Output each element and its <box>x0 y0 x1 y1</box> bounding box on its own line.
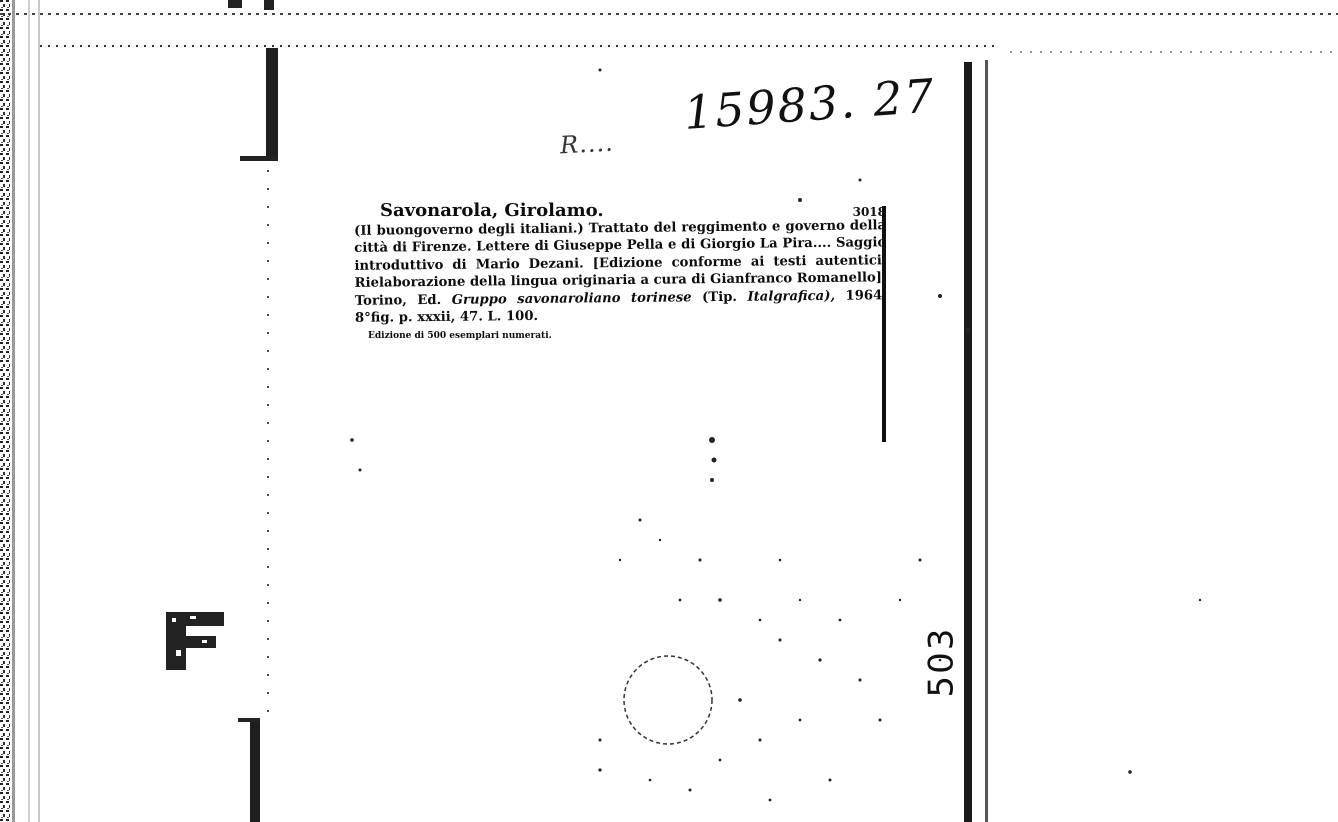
inventory-number: 15983. 27 <box>682 68 938 140</box>
entry-year-format: 1964. 8°fig. <box>354 287 887 326</box>
entry-publisher: Gruppo savonaroliano torinese <box>451 289 692 308</box>
entry-author: Savonarola, Girolamo. <box>380 200 604 221</box>
left-scan-edge <box>0 0 10 822</box>
handwritten-note: R.... <box>559 128 615 160</box>
entry-body-text: (Il buongoverno degli italiani.) Trattato del reggimento e governo della città di Firenze. Lettere di Giuseppe Pella e di Giorgio La Pira.... Saggio introduttivo di Mario Dezani. [Edizione conforme ai testi autentici. Rielaborazione della lingua originaria a cura di Gianfranco Romanello]. Torino, Ed. <box>354 218 887 309</box>
side-stamp-number: 503 <box>921 626 962 698</box>
entry-edition-note: Edizione di 500 esemplari numerati. <box>368 331 552 342</box>
entry-pages: p. xxxii, 47. L. 100. <box>398 308 539 326</box>
entry-printer: (Tip. <box>702 289 738 305</box>
entry-number: 3018 <box>852 205 886 219</box>
catalog-entry <box>338 200 886 343</box>
entry-body <box>338 217 887 327</box>
entry-printer-name: Italgrafica), <box>747 288 836 305</box>
